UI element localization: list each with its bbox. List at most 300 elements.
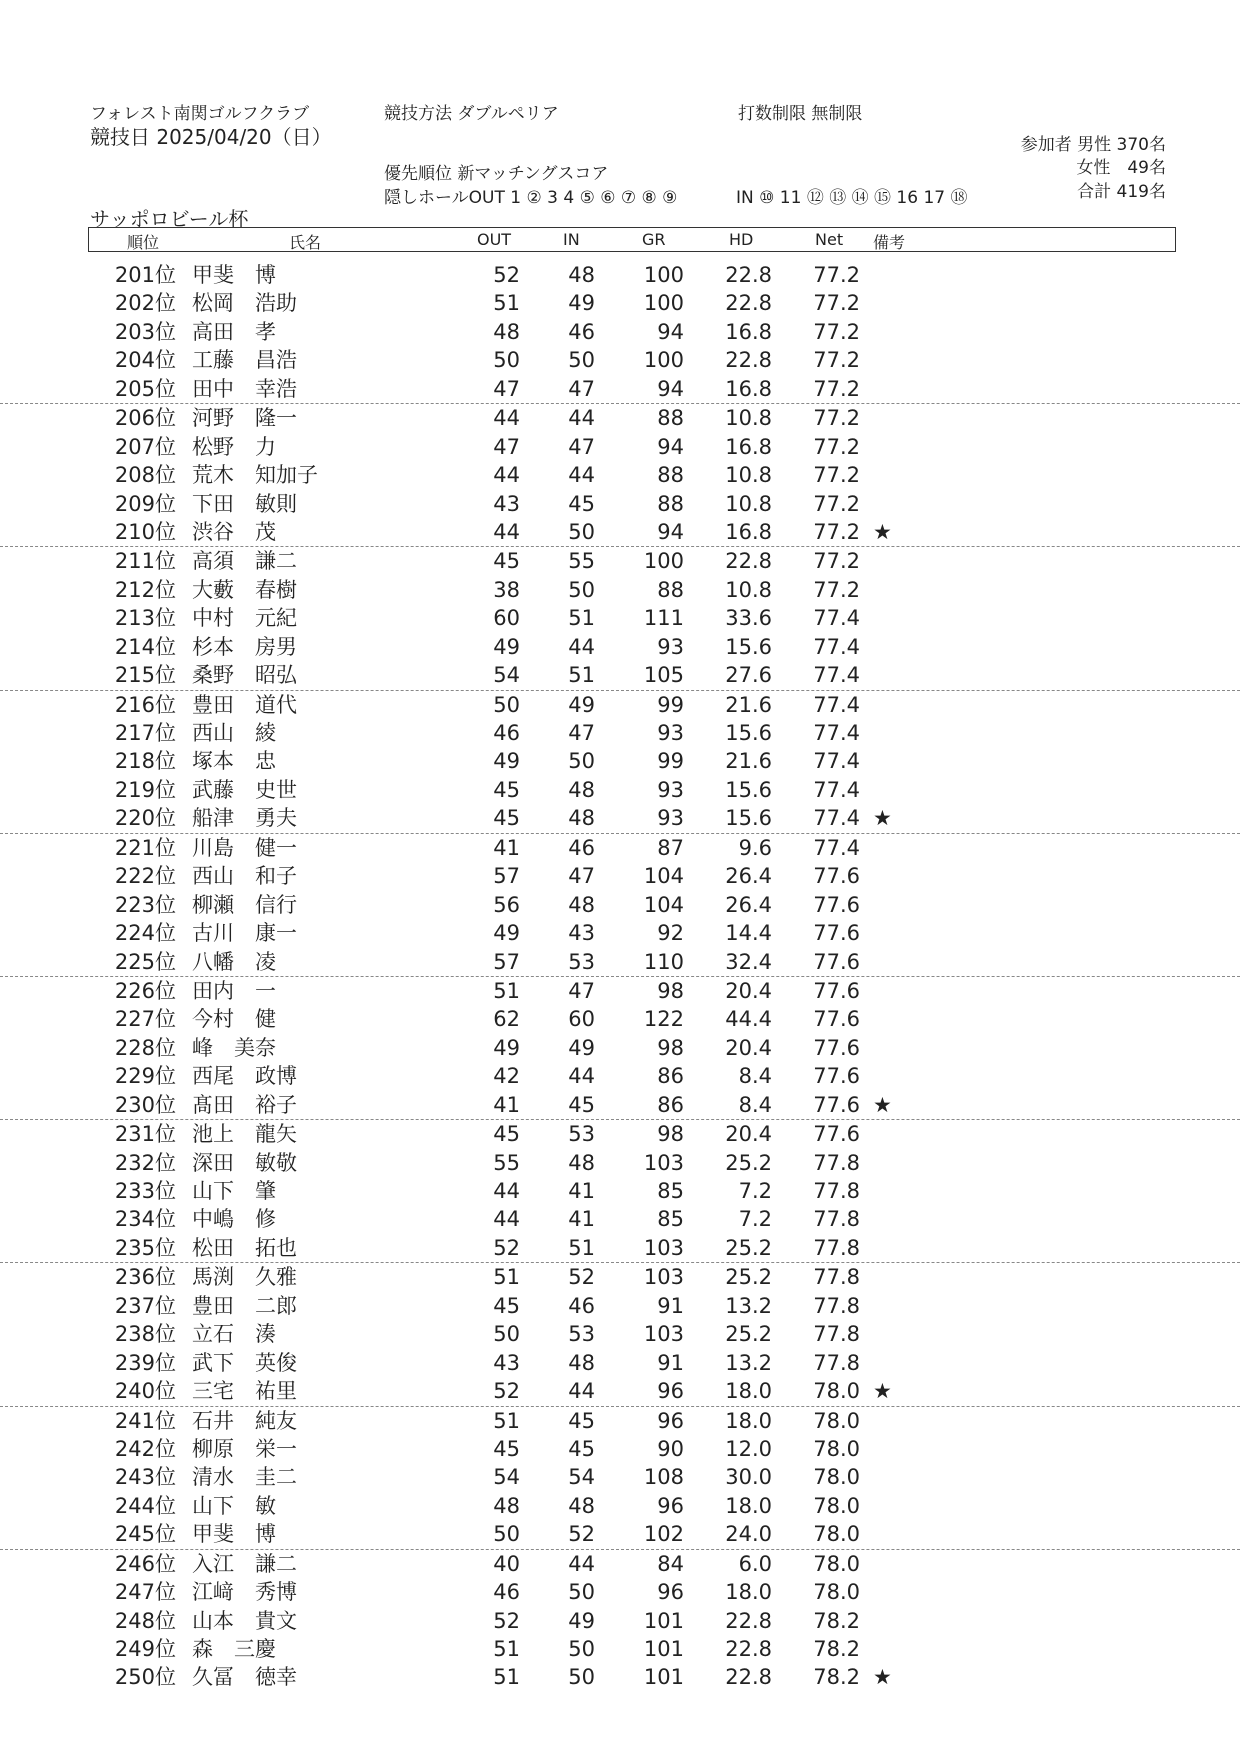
cell-name: 久冨 徳幸 [192,1665,297,1690]
cell-rank: 237位 [114,1293,176,1318]
priority-order: 優先順位 新マッチングスコア [384,164,609,184]
cell-out: 50 [493,348,520,373]
table-row [0,747,1240,775]
cell-in: 49 [568,291,595,316]
cell-hd: 15.6 [725,634,772,659]
cell-hd: 26.4 [725,892,772,917]
cell-net: 77.6 [813,1035,860,1060]
cell-in: 44 [568,634,595,659]
cell-name: 清水 圭二 [192,1465,297,1490]
cell-rank: 242位 [114,1436,176,1461]
cell-name: 入江 謙二 [192,1551,297,1576]
cell-hd: 20.4 [725,1035,772,1060]
cell-out: 54 [493,663,520,688]
cell-gr: 98 [657,978,684,1003]
cell-in: 45 [568,491,595,516]
cell-gr: 94 [657,319,684,344]
cell-net: 77.2 [813,549,860,574]
cell-rank: 228位 [114,1035,176,1060]
cell-name: 西山 綾 [192,721,276,745]
stroke-limit: 打数制限 無制限 [738,104,863,124]
cell-hd: 21.6 [725,692,772,717]
table-row [0,776,1240,804]
cell-hd: 15.6 [725,721,772,745]
table-row [0,1120,1240,1148]
cell-name: 桑野 昭弘 [192,663,297,688]
cell-hd: 44.4 [725,1007,772,1032]
cell-in: 48 [568,806,595,831]
cell-net: 77.6 [813,978,860,1003]
cell-gr: 110 [643,949,684,974]
cell-hd: 16.8 [725,319,772,344]
cell-hd: 25.2 [725,1235,772,1260]
table-row [0,633,1240,661]
table-row [0,719,1240,747]
table-row [0,1635,1240,1663]
table-row [0,891,1240,919]
cell-out: 52 [493,1235,520,1260]
cell-out: 44 [493,406,520,431]
cell-net: 77.6 [813,1092,860,1117]
table-row [0,1320,1240,1348]
ranking-table [0,261,1240,1692]
table-row [0,1550,1240,1578]
cell-in: 48 [568,892,595,917]
cell-rank: 212位 [114,577,176,602]
cell-hd: 13.2 [725,1350,772,1375]
cell-net: 77.2 [813,577,860,602]
cell-in: 50 [568,348,595,373]
cell-rank: 230位 [114,1092,176,1117]
cell-name: 工藤 昌浩 [192,348,297,373]
cell-net: 77.8 [813,1207,860,1232]
cell-in: 45 [568,1436,595,1461]
cell-rank: 208位 [114,463,176,488]
cell-gr: 96 [657,1493,684,1518]
cell-gr: 88 [657,406,684,431]
cell-hd: 10.8 [725,491,772,516]
cell-gr: 93 [657,634,684,659]
cell-rank: 239位 [114,1350,176,1375]
cell-in: 49 [568,1035,595,1060]
cell-out: 51 [493,1637,520,1661]
cell-out: 44 [493,1179,520,1203]
cell-name: 松岡 浩助 [192,291,297,316]
table-row [0,346,1240,374]
cell-in: 50 [568,519,595,544]
participants-total: 合計 419名 [1077,182,1166,202]
cell-net: 78.2 [813,1608,860,1633]
cell-hd: 8.4 [738,1092,772,1117]
cell-hd: 33.6 [725,606,772,631]
cell-name: 荒木 知加子 [192,463,318,488]
cell-gr: 122 [643,1007,684,1032]
cell-rank: 218位 [114,749,176,774]
cell-name: 豊田 道代 [192,692,297,717]
cell-name: 渋谷 茂 [192,519,276,544]
table-row [0,1234,1240,1263]
cell-out: 41 [493,835,520,860]
cell-rank: 247位 [114,1580,176,1605]
cell-hd: 15.6 [725,777,772,802]
cell-net: 77.8 [813,1235,860,1260]
cell-out: 50 [493,692,520,717]
cell-gr: 96 [657,1580,684,1605]
club-name: フォレスト南関ゴルフクラブ [90,104,310,124]
cell-rank: 229位 [114,1064,176,1089]
table-row [0,1607,1240,1635]
cell-name: 中村 元紀 [192,606,297,631]
cell-out: 48 [493,319,520,344]
cell-net: 77.6 [813,892,860,917]
cell-gr: 98 [657,1035,684,1060]
cell-in: 45 [568,1092,595,1117]
cell-out: 60 [493,606,520,631]
cell-hd: 7.2 [738,1207,772,1232]
cell-rank: 224位 [114,921,176,946]
cell-net: 77.2 [813,348,860,373]
cell-net: 78.0 [813,1522,860,1547]
cell-gr: 108 [643,1465,684,1490]
cell-name: 柳瀬 信行 [192,892,297,917]
cell-net: 78.0 [813,1436,860,1461]
cell-name: 高須 謙二 [192,549,297,574]
cell-gr: 90 [657,1436,684,1461]
cell-hd: 30.0 [725,1465,772,1490]
col-note: 備考 [873,233,906,252]
cell-rank: 211位 [114,549,176,574]
cell-rank: 246位 [114,1551,176,1576]
cell-hd: 18.0 [725,1493,772,1518]
cell-gr: 94 [657,519,684,544]
cell-name: 松田 拓也 [192,1235,297,1260]
table-row [0,518,1240,547]
cell-net: 77.6 [813,1064,860,1089]
cell-net: 77.2 [813,291,860,316]
cell-gr: 88 [657,577,684,602]
cell-in: 50 [568,577,595,602]
cell-name: 河野 隆一 [192,406,297,431]
cell-gr: 91 [657,1293,684,1318]
cell-in: 53 [568,949,595,974]
cell-gr: 88 [657,463,684,488]
cell-net: 77.8 [813,1179,860,1203]
cell-hd: 18.0 [725,1408,772,1433]
cell-gr: 100 [643,549,684,574]
cell-gr: 96 [657,1379,684,1404]
cell-mark: ★ [873,1092,892,1117]
table-row [0,1578,1240,1606]
cell-rank: 231位 [114,1122,176,1147]
cell-in: 44 [568,1379,595,1404]
cell-net: 78.0 [813,1580,860,1605]
table-header [88,227,1176,252]
participants-female: 女性 49名 [1076,158,1166,178]
cell-out: 62 [493,1007,520,1032]
cell-hd: 14.4 [725,921,772,946]
hidden-holes-out: 隠しホールOUT 1 ② 3 4 ⑤ ⑥ ⑦ ⑧ ⑨ [384,188,678,208]
cell-name: 八幡 凌 [192,949,276,974]
cell-hd: 16.8 [725,519,772,544]
cell-rank: 222位 [114,864,176,889]
cell-out: 57 [493,864,520,889]
cell-name: 池上 龍矢 [192,1122,297,1147]
cell-in: 49 [568,692,595,717]
cell-hd: 16.8 [725,376,772,401]
cell-hd: 15.6 [725,806,772,831]
cell-gr: 100 [643,348,684,373]
cell-hd: 24.0 [725,1522,772,1547]
cell-name: 山下 肇 [192,1179,276,1203]
cell-gr: 93 [657,777,684,802]
cell-out: 38 [493,577,520,602]
cell-gr: 104 [643,864,684,889]
cell-hd: 22.8 [725,1608,772,1633]
cell-in: 49 [568,1608,595,1633]
cell-net: 77.2 [813,376,860,401]
cell-hd: 32.4 [725,949,772,974]
cell-name: 豊田 二郎 [192,1293,297,1318]
table-row [0,1091,1240,1120]
cell-name: 中嶋 修 [192,1207,276,1232]
cell-name: 塚本 忠 [192,749,276,774]
table-row [0,1463,1240,1491]
table-row [0,804,1240,833]
table-row [0,1377,1240,1406]
cell-hd: 22.8 [725,291,772,316]
cell-name: 今村 健 [192,1007,276,1032]
table-row [0,948,1240,977]
cell-in: 47 [568,721,595,745]
cell-in: 51 [568,1235,595,1260]
cell-rank: 243位 [114,1465,176,1490]
cell-name: 武藤 史世 [192,777,297,802]
cell-net: 77.4 [813,663,860,688]
cell-out: 40 [493,1551,520,1576]
cell-gr: 103 [643,1235,684,1260]
cell-gr: 111 [643,606,684,631]
cell-in: 51 [568,606,595,631]
cell-out: 43 [493,1350,520,1375]
cell-gr: 99 [657,692,684,717]
table-row [0,261,1240,289]
cell-out: 45 [493,1436,520,1461]
cell-hd: 22.8 [725,1637,772,1661]
cell-mark: ★ [873,1379,892,1404]
cell-rank: 205位 [114,376,176,401]
cell-net: 77.2 [813,406,860,431]
table-row [0,375,1240,404]
cell-hd: 27.6 [725,663,772,688]
cell-name: 田中 幸浩 [192,376,297,401]
cell-gr: 86 [657,1064,684,1089]
cell-gr: 86 [657,1092,684,1117]
cell-in: 48 [568,777,595,802]
cell-hd: 18.0 [725,1379,772,1404]
hidden-holes-in: IN ⑩ 11 ⑫ ⑬ ⑭ ⑮ 16 17 ⑱ [736,188,968,208]
cell-net: 77.6 [813,949,860,974]
cell-net: 77.4 [813,606,860,631]
cell-rank: 201位 [114,263,176,287]
cell-net: 78.0 [813,1408,860,1433]
cell-in: 52 [568,1522,595,1547]
cell-hd: 20.4 [725,978,772,1003]
cell-rank: 249位 [114,1637,176,1661]
cell-name: 山本 貴文 [192,1608,297,1633]
cell-name: 立石 湊 [192,1322,276,1347]
cell-gr: 94 [657,376,684,401]
table-row [0,318,1240,346]
cell-rank: 221位 [114,835,176,860]
cell-out: 55 [493,1150,520,1175]
cell-in: 44 [568,1064,595,1089]
cell-gr: 101 [643,1665,684,1690]
cell-in: 44 [568,1551,595,1576]
cell-name: 馬渕 久雅 [192,1265,297,1290]
cell-net: 77.4 [813,721,860,745]
cell-rank: 226位 [114,978,176,1003]
cell-net: 77.2 [813,319,860,344]
cell-net: 77.4 [813,692,860,717]
cell-rank: 223位 [114,892,176,917]
cell-rank: 225位 [114,949,176,974]
cell-rank: 234位 [114,1207,176,1232]
cell-rank: 235位 [114,1235,176,1260]
cell-hd: 26.4 [725,864,772,889]
cell-net: 77.6 [813,1007,860,1032]
col-gr: GR [642,230,666,249]
cell-gr: 87 [657,835,684,860]
cell-in: 53 [568,1322,595,1347]
cell-hd: 6.0 [738,1551,772,1576]
cell-net: 77.2 [813,434,860,459]
cell-in: 50 [568,1580,595,1605]
cell-out: 51 [493,1265,520,1290]
cell-in: 52 [568,1265,595,1290]
cell-rank: 220位 [114,806,176,831]
table-row [0,461,1240,489]
cell-hd: 22.8 [725,1665,772,1690]
cell-name: 大藪 春樹 [192,577,297,602]
cell-rank: 241位 [114,1408,176,1433]
cell-hd: 7.2 [738,1179,772,1203]
col-net: Net [815,230,844,249]
table-row [0,1520,1240,1549]
cell-out: 51 [493,1408,520,1433]
table-row [0,1005,1240,1033]
cell-net: 77.2 [813,519,860,544]
cell-out: 52 [493,1379,520,1404]
cell-name: 三宅 祐里 [192,1379,297,1404]
cell-name: 武下 英俊 [192,1350,297,1375]
cell-gr: 101 [643,1608,684,1633]
cell-hd: 21.6 [725,749,772,774]
cell-net: 77.2 [813,463,860,488]
cell-rank: 245位 [114,1522,176,1547]
cell-gr: 85 [657,1179,684,1203]
cell-out: 49 [493,749,520,774]
cell-in: 44 [568,406,595,431]
cell-hd: 8.4 [738,1064,772,1089]
cell-net: 78.2 [813,1637,860,1661]
table-row [0,661,1240,690]
cell-net: 77.4 [813,634,860,659]
col-hd: HD [729,230,754,249]
cell-out: 44 [493,519,520,544]
cell-out: 54 [493,1465,520,1490]
cell-name: 峰 美奈 [192,1035,276,1060]
cell-in: 47 [568,978,595,1003]
table-row [0,1263,1240,1291]
cell-gr: 103 [643,1150,684,1175]
cell-name: 杉本 房男 [192,634,297,659]
cell-net: 77.8 [813,1350,860,1375]
table-row [0,919,1240,947]
cell-gr: 91 [657,1350,684,1375]
cell-in: 48 [568,263,595,287]
cell-mark: ★ [873,1665,892,1690]
table-row [0,289,1240,317]
cell-out: 45 [493,549,520,574]
table-row [0,1349,1240,1377]
cell-net: 77.4 [813,835,860,860]
cell-hd: 12.0 [725,1436,772,1461]
table-row [0,547,1240,575]
cell-gr: 104 [643,892,684,917]
cell-net: 78.2 [813,1665,860,1690]
cell-hd: 22.8 [725,348,772,373]
cell-name: 田内 一 [192,978,276,1003]
cell-name: 高田 孝 [192,319,276,344]
cell-hd: 22.8 [725,263,772,287]
cell-net: 77.2 [813,491,860,516]
table-row [0,1435,1240,1463]
cell-out: 50 [493,1522,520,1547]
cell-hd: 10.8 [725,577,772,602]
cell-hd: 10.8 [725,463,772,488]
cell-out: 49 [493,634,520,659]
cell-name: 下田 敏則 [192,491,297,516]
cell-out: 51 [493,291,520,316]
cell-hd: 22.8 [725,549,772,574]
cell-rank: 236位 [114,1265,176,1290]
cell-hd: 10.8 [725,406,772,431]
cell-in: 48 [568,1493,595,1518]
cell-name: 船津 勇夫 [192,806,297,831]
cell-net: 78.0 [813,1493,860,1518]
cell-rank: 213位 [114,606,176,631]
cell-in: 48 [568,1150,595,1175]
cell-gr: 100 [643,291,684,316]
cell-name: 松野 力 [192,434,276,459]
cell-gr: 96 [657,1408,684,1433]
cell-rank: 204位 [114,348,176,373]
cell-out: 49 [493,1035,520,1060]
col-out: OUT [477,230,512,249]
cell-hd: 18.0 [725,1580,772,1605]
cell-out: 49 [493,921,520,946]
cell-name: 川島 健一 [192,835,297,860]
cell-rank: 203位 [114,319,176,344]
cell-name: 山下 敏 [192,1493,276,1518]
cell-in: 60 [568,1007,595,1032]
cell-in: 50 [568,1665,595,1690]
table-row [0,433,1240,461]
cell-out: 45 [493,1293,520,1318]
cell-name: 深田 敏敬 [192,1150,297,1175]
cell-rank: 206位 [114,406,176,431]
cell-gr: 101 [643,1637,684,1661]
